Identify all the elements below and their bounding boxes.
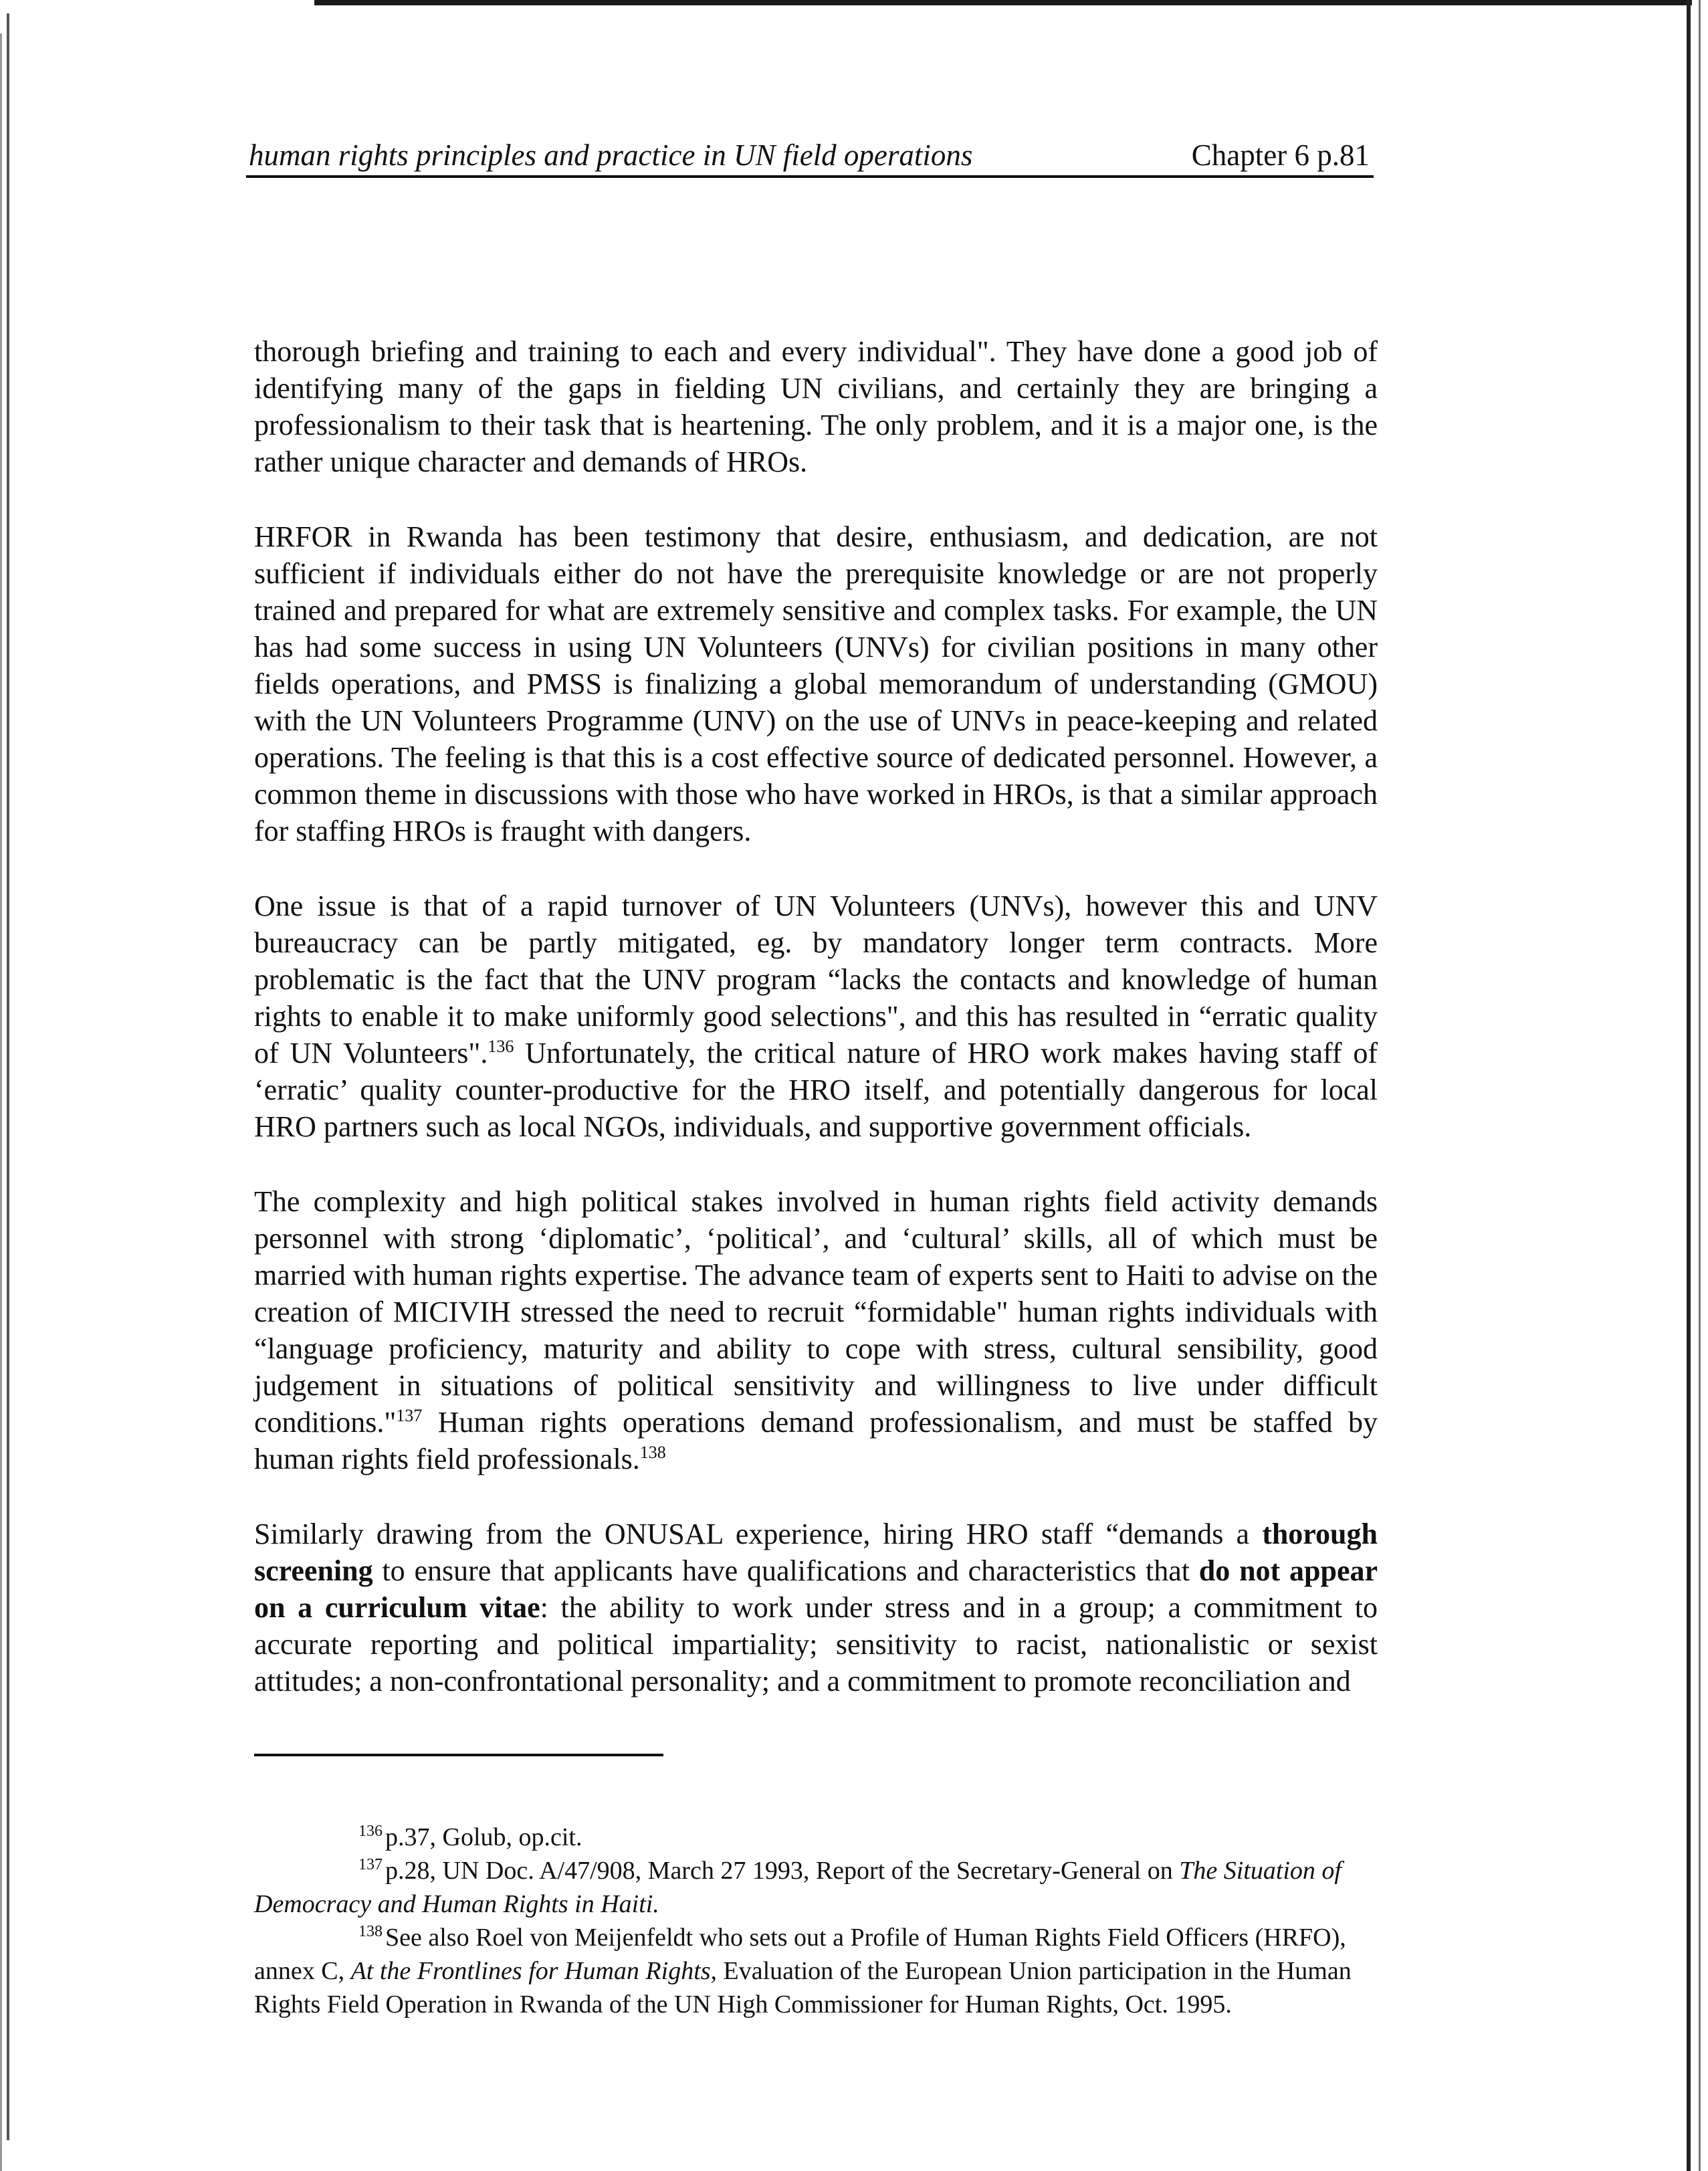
- chapter-page-number: Chapter 6 p.81: [1191, 138, 1370, 172]
- scan-border-right: [1687, 0, 1691, 2171]
- paragraph-2: HRFOR in Rwanda has been testimony that desire, enthusiasm, and dedication, are not sufficient if individuals either do not have the prerequisite knowledge or are not properly trained and prepared for what are extremely sensitive and complex tasks. For example, the UN has had some success in using UN Volunteers (UNVs) for civilian positions in many other fields operations, and PMSS is finalizing a global memorandum of understanding (GMOU) with the UN Volunteers Programme (UNV) on the use of UNVs in peace-keeping and related operations. The feeling is that this is a cost effective source of dedicated personnel. However, a common theme in discussions with those who have worked in HROs, is that a similar approach for staffing HROs is fraught with dangers.: [254, 520, 1378, 847]
- paragraph-5: [254, 1516, 1378, 1699]
- footnote-ref-138: 138: [639, 1443, 666, 1462]
- scan-border-top: [314, 0, 1692, 5]
- footnote-136: [254, 1821, 1364, 1854]
- footnote-138: [254, 1921, 1364, 2021]
- paragraph-3-text-b: Unfortunately, the critical nature of HRO work makes having staff of ‘erratic’ quality counter-productive for the HRO itself, and potentially dangerous for local HRO partners such as local NGOs, individuals, and supportive government officials.: [254, 1037, 1378, 1143]
- footnote-138-text-b: Evaluation of the European Union participation in the Human Rights Field Operation in Rwanda of the UN High Commissioner for Human Rights, Oct. 1995.: [254, 1957, 1352, 2019]
- footnote-mark-137: 137: [358, 1856, 383, 1873]
- running-header: [246, 134, 1374, 178]
- paragraph-4-text-b: Human rights operations demand professionalism, and must be staffed by human rights field professionals.: [254, 1406, 1378, 1475]
- footnote-137-title: The Situation of Democracy and Human Rights in Haiti.: [254, 1857, 1342, 1918]
- paragraph-4-text-a: The complexity and high political stakes involved in human rights field activity demands personnel with strong ‘diplomatic’, ‘political’, and ‘cultural’ skills, all of which must be married with human rights expertise. The advance team of experts sent to Haiti to advise on the creation of MICIVIH stressed the need to recruit “formidable" human rights individuals with “language proficiency, maturity and ability to cope with stress, cultural sensibility, good judgement in situations of political sensitivity and willingness to live under difficult conditions.": [254, 1185, 1378, 1439]
- footnote-138-title: At the Frontlines for Human Rights,: [350, 1957, 718, 1985]
- paragraph-1: thorough briefing and training to each and every individual". They have done a good job of identifying many of the gaps in fielding UN civilians, and certainly they are bringing a professionalism to their task that is heartening. The only problem, and it is a major one, is the rather unique character and demands of HROs.: [254, 335, 1378, 478]
- footnote-137-text: p.28, UN Doc. A/47/908, March 27 1993, Report of the Secretary-General on: [385, 1857, 1180, 1885]
- body-text: [254, 333, 1378, 1738]
- footnote-mark-138: 138: [358, 1923, 383, 1940]
- paragraph-5-bold-1: thorough screening: [254, 1518, 1378, 1587]
- paragraph-3-text-a: One issue is that of a rapid turnover of UN Volunteers (UNVs), however this and UNV bureaucracy can be partly mitigated, eg. by mandatory longer term contracts. More problematic is the fact that the UNV program “lacks the contacts and knowledge of human rights to enable it to make uniformly good selections", and this has resulted in “erratic quality of UN Volunteers".: [254, 890, 1378, 1069]
- footnote-rule: [254, 1754, 663, 1756]
- running-title: human rights principles and practice in UN field operations: [249, 138, 973, 172]
- footnote-ref-136: 136: [488, 1037, 514, 1056]
- footnotes: [254, 1821, 1364, 2021]
- paragraph-5-bold-2: do not appear on a curriculum vitae: [254, 1554, 1378, 1624]
- footnote-138-text-a: See also Roel von Meijenfeldt who sets out a Profile of Human Rights Field Officers (HRFO), annex C,: [254, 1924, 1346, 1985]
- scan-border-left-inner: [7, 13, 9, 2140]
- paragraph-3: [254, 888, 1378, 1145]
- footnote-mark-136: 136: [358, 1823, 383, 1840]
- footnote-ref-137: 137: [396, 1406, 423, 1425]
- paragraph-5-text-a: Similarly drawing from the ONUSAL experience, hiring HRO staff “demands a: [254, 1518, 1263, 1550]
- paragraph-5-text-c: : the ability to work under stress and in a group; a commitment to accurate reporting and political impartiality; sensitivity to racist, nationalistic or sexist attitudes; a non-confrontational personality; and a commitment to promote reconciliation and: [254, 1591, 1378, 1697]
- paragraph-4: [254, 1183, 1378, 1477]
- footnote-136-text: p.37, Golub, op.cit.: [385, 1823, 582, 1851]
- scan-border-left: [0, 33, 2, 2171]
- paragraph-5-text-b: to ensure that applicants have qualifications and characteristics that: [372, 1554, 1199, 1587]
- scan-border-right-outer: [1699, 0, 1701, 2171]
- footnote-137: [254, 1854, 1364, 1921]
